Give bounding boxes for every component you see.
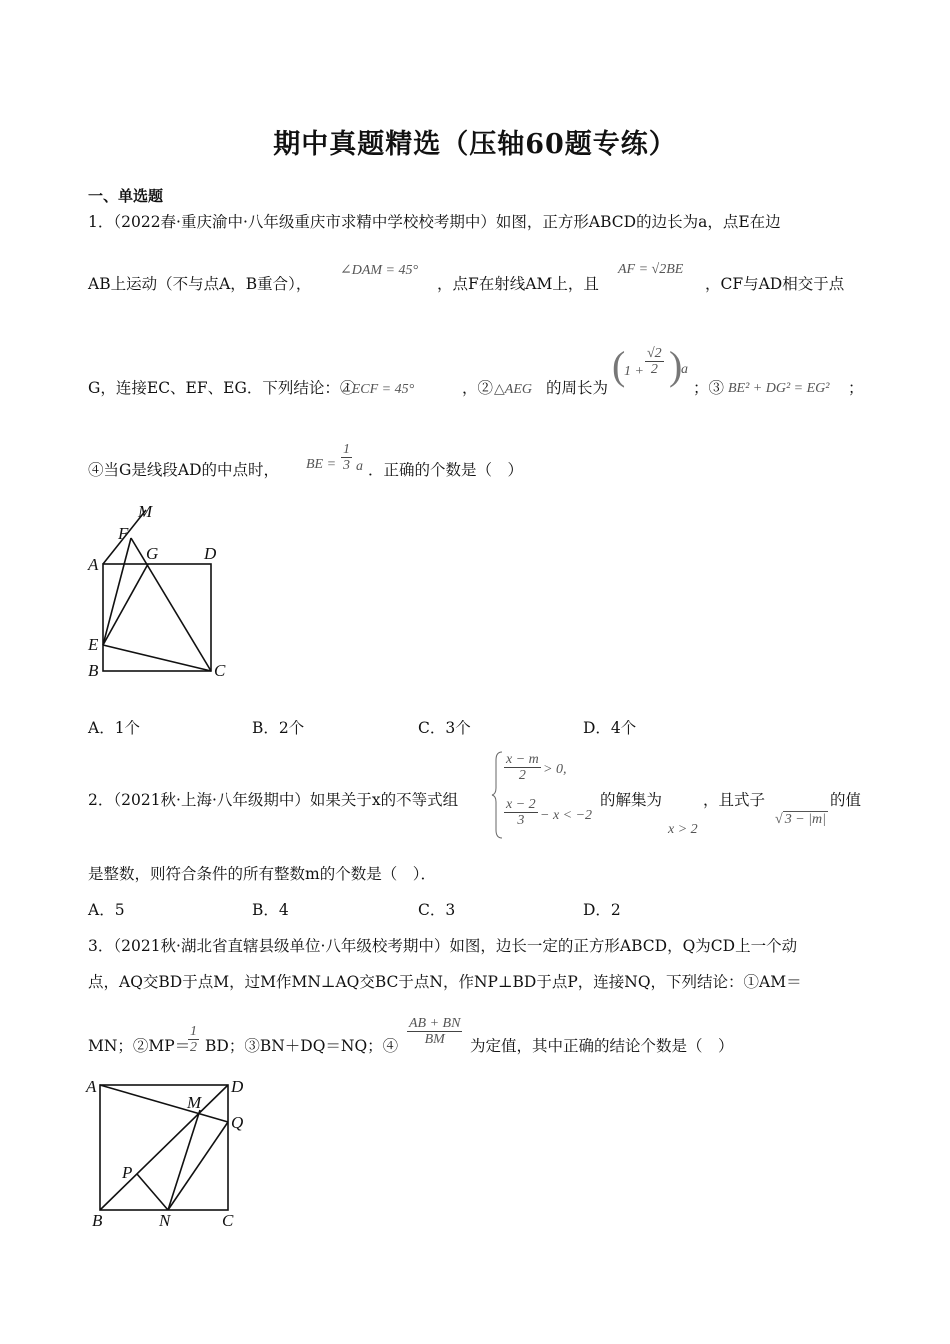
q2-line1-d: 的值	[830, 791, 862, 809]
q2-line1-b: 的解集为	[600, 791, 663, 809]
q1-frac-num: √2	[647, 346, 662, 361]
q1-be-var-a: a	[356, 459, 363, 474]
q1-seg-eg	[103, 564, 148, 645]
q1-line2-a: AB上运动（不与点A，B重合），	[88, 275, 312, 293]
q2-line1-c: ，且式子	[703, 791, 766, 809]
q1-label-c: C	[214, 661, 226, 680]
q3-label-n: N	[159, 1211, 171, 1230]
section-heading: 一、单选题	[88, 187, 164, 205]
q3-frac2-den: BM	[424, 1032, 445, 1048]
q1-line2-b: ，点F在射线AM上，且	[437, 275, 599, 293]
q3-label-p: P	[122, 1163, 133, 1182]
q1-line4-a: ④当G是线段AD的中点时，	[88, 461, 280, 479]
q1-expr-aeg: △AEG	[494, 382, 532, 397]
q1-label-m: M	[138, 502, 153, 521]
q1-frac	[645, 346, 664, 378]
q2-sys2-rest: − x < −2	[540, 808, 593, 823]
q1-label-g: G	[146, 544, 159, 563]
q3-figure	[80, 1070, 260, 1240]
q1-seg-fc	[131, 538, 211, 671]
q3-frac-ratio	[407, 1016, 462, 1048]
q1-label-a: A	[88, 555, 99, 574]
q3-label-c: C	[222, 1211, 234, 1230]
q2-sys1-frac	[504, 752, 541, 784]
q1-line4-b: ．正确的个数是（ ）	[368, 461, 524, 479]
q1-expr-be-lhs: BE =	[306, 457, 337, 472]
q2-sys2-den: 3	[517, 813, 525, 829]
q2-solution: x > 2	[668, 822, 698, 837]
q1-label-f: F	[118, 524, 129, 543]
q3-frac-half	[188, 1024, 199, 1056]
q2-option-c[interactable]: C．3	[418, 901, 456, 919]
q3-frac-den: 2	[190, 1040, 197, 1056]
q3-label-a: A	[86, 1077, 97, 1096]
q3-line1: 3．（2021秋·湖北省直辖县级单位·八年级校考期中）如图，边长一定的正方形ABCD，Q为CD上一个动	[88, 937, 798, 955]
q2-sqrt-sign: √	[775, 812, 783, 827]
q1-expr-ecf: ∠ECF = 45°	[340, 382, 415, 397]
q1-expr-af: AF = √2BE	[618, 262, 684, 277]
q1-label-b: B	[88, 661, 99, 680]
page-title: 期中真题精选（压轴60题专练）	[273, 129, 677, 160]
q1-option-a[interactable]: A．1个	[88, 719, 141, 737]
q1-expr-be: BE² + DG² = EG²	[728, 381, 830, 396]
q1-label-e: E	[88, 635, 99, 654]
q3-line3-b: BD；③BN＋DQ＝NQ；④	[205, 1037, 399, 1055]
q1-paren-left: (	[612, 343, 626, 388]
q2-brace	[490, 750, 504, 840]
q1-option-d[interactable]: D．4个	[583, 719, 637, 737]
q1-frac-den: 2	[650, 362, 658, 378]
q1-line3-e: ；	[848, 379, 864, 397]
q1-paren-right: )	[669, 343, 683, 388]
q1-be-frac	[341, 442, 352, 474]
q2-line1-a: 2．（2021秋·上海·八年级期中）如果关于x的不等式组	[88, 791, 459, 809]
q2-sys2-frac	[504, 797, 538, 829]
q3-line3-c: 为定值，其中正确的结论个数是（ ）	[470, 1037, 734, 1055]
q3-seg-np	[137, 1174, 168, 1210]
q3-label-b: B	[92, 1211, 103, 1230]
q1-line3-c: 的周长为	[546, 379, 609, 397]
q3-label-q: Q	[231, 1113, 244, 1132]
q3-seg-mn	[168, 1110, 200, 1210]
q3-label-d: D	[231, 1077, 244, 1096]
q2-option-b[interactable]: B．4	[252, 901, 289, 919]
q1-line3-a: G，连接EC、EF、EG．下列结论：①	[88, 379, 356, 397]
q1-option-b[interactable]: B．2个	[252, 719, 305, 737]
q1-seg-ec	[103, 645, 211, 671]
q2-option-d[interactable]: D．2	[583, 901, 621, 919]
q1-line3-b: ，②	[462, 379, 494, 397]
q3-frac2-num: AB + BN	[409, 1016, 461, 1031]
q1-var-a: a	[681, 362, 688, 377]
q1-be-frac-den: 3	[343, 458, 350, 474]
q1-option-c[interactable]: C．3个	[418, 719, 471, 737]
q1-line2-c: ，CF与AD相交于点	[705, 275, 845, 293]
q3-line2: 点，AQ交BD于点M，过M作MN⊥AQ交BC于点N，作NP⊥BD于点P，连接NQ，下列结论：①AM＝	[88, 973, 802, 991]
q2-sys1-rest: > 0,	[543, 762, 567, 777]
q1-line3-d: ；③	[693, 379, 725, 397]
q2-option-a[interactable]: A．5	[88, 901, 125, 919]
q2-sys1-num: x − m	[506, 752, 539, 767]
q2-sys1-den: 2	[518, 768, 526, 784]
q1-label-d: D	[204, 544, 217, 563]
q1-be-frac-num: 1	[343, 442, 350, 457]
q2-sqrt-expr: 3 − |m|	[784, 812, 826, 827]
q1-paren-one: 1 +	[624, 364, 644, 379]
q3-frac-num: 1	[190, 1024, 197, 1039]
q3-line3-a: MN；②MP＝	[88, 1037, 191, 1055]
q1-seg-ef	[103, 538, 131, 645]
q1-line1: 1．（2022春·重庆渝中·八年级重庆市求精中学校校考期中）如图，正方形ABCD的边长为a，点E在边	[88, 213, 781, 231]
q2-sys2-num: x − 2	[506, 797, 536, 812]
q2-line2: 是整数，则符合条件的所有整数m的个数是（ ）．	[88, 865, 436, 883]
q1-expr-dam: ∠DAM = 45°	[340, 263, 419, 278]
q1-figure	[80, 495, 240, 685]
q3-label-m: M	[187, 1093, 202, 1112]
q2-sqrt	[775, 812, 828, 828]
